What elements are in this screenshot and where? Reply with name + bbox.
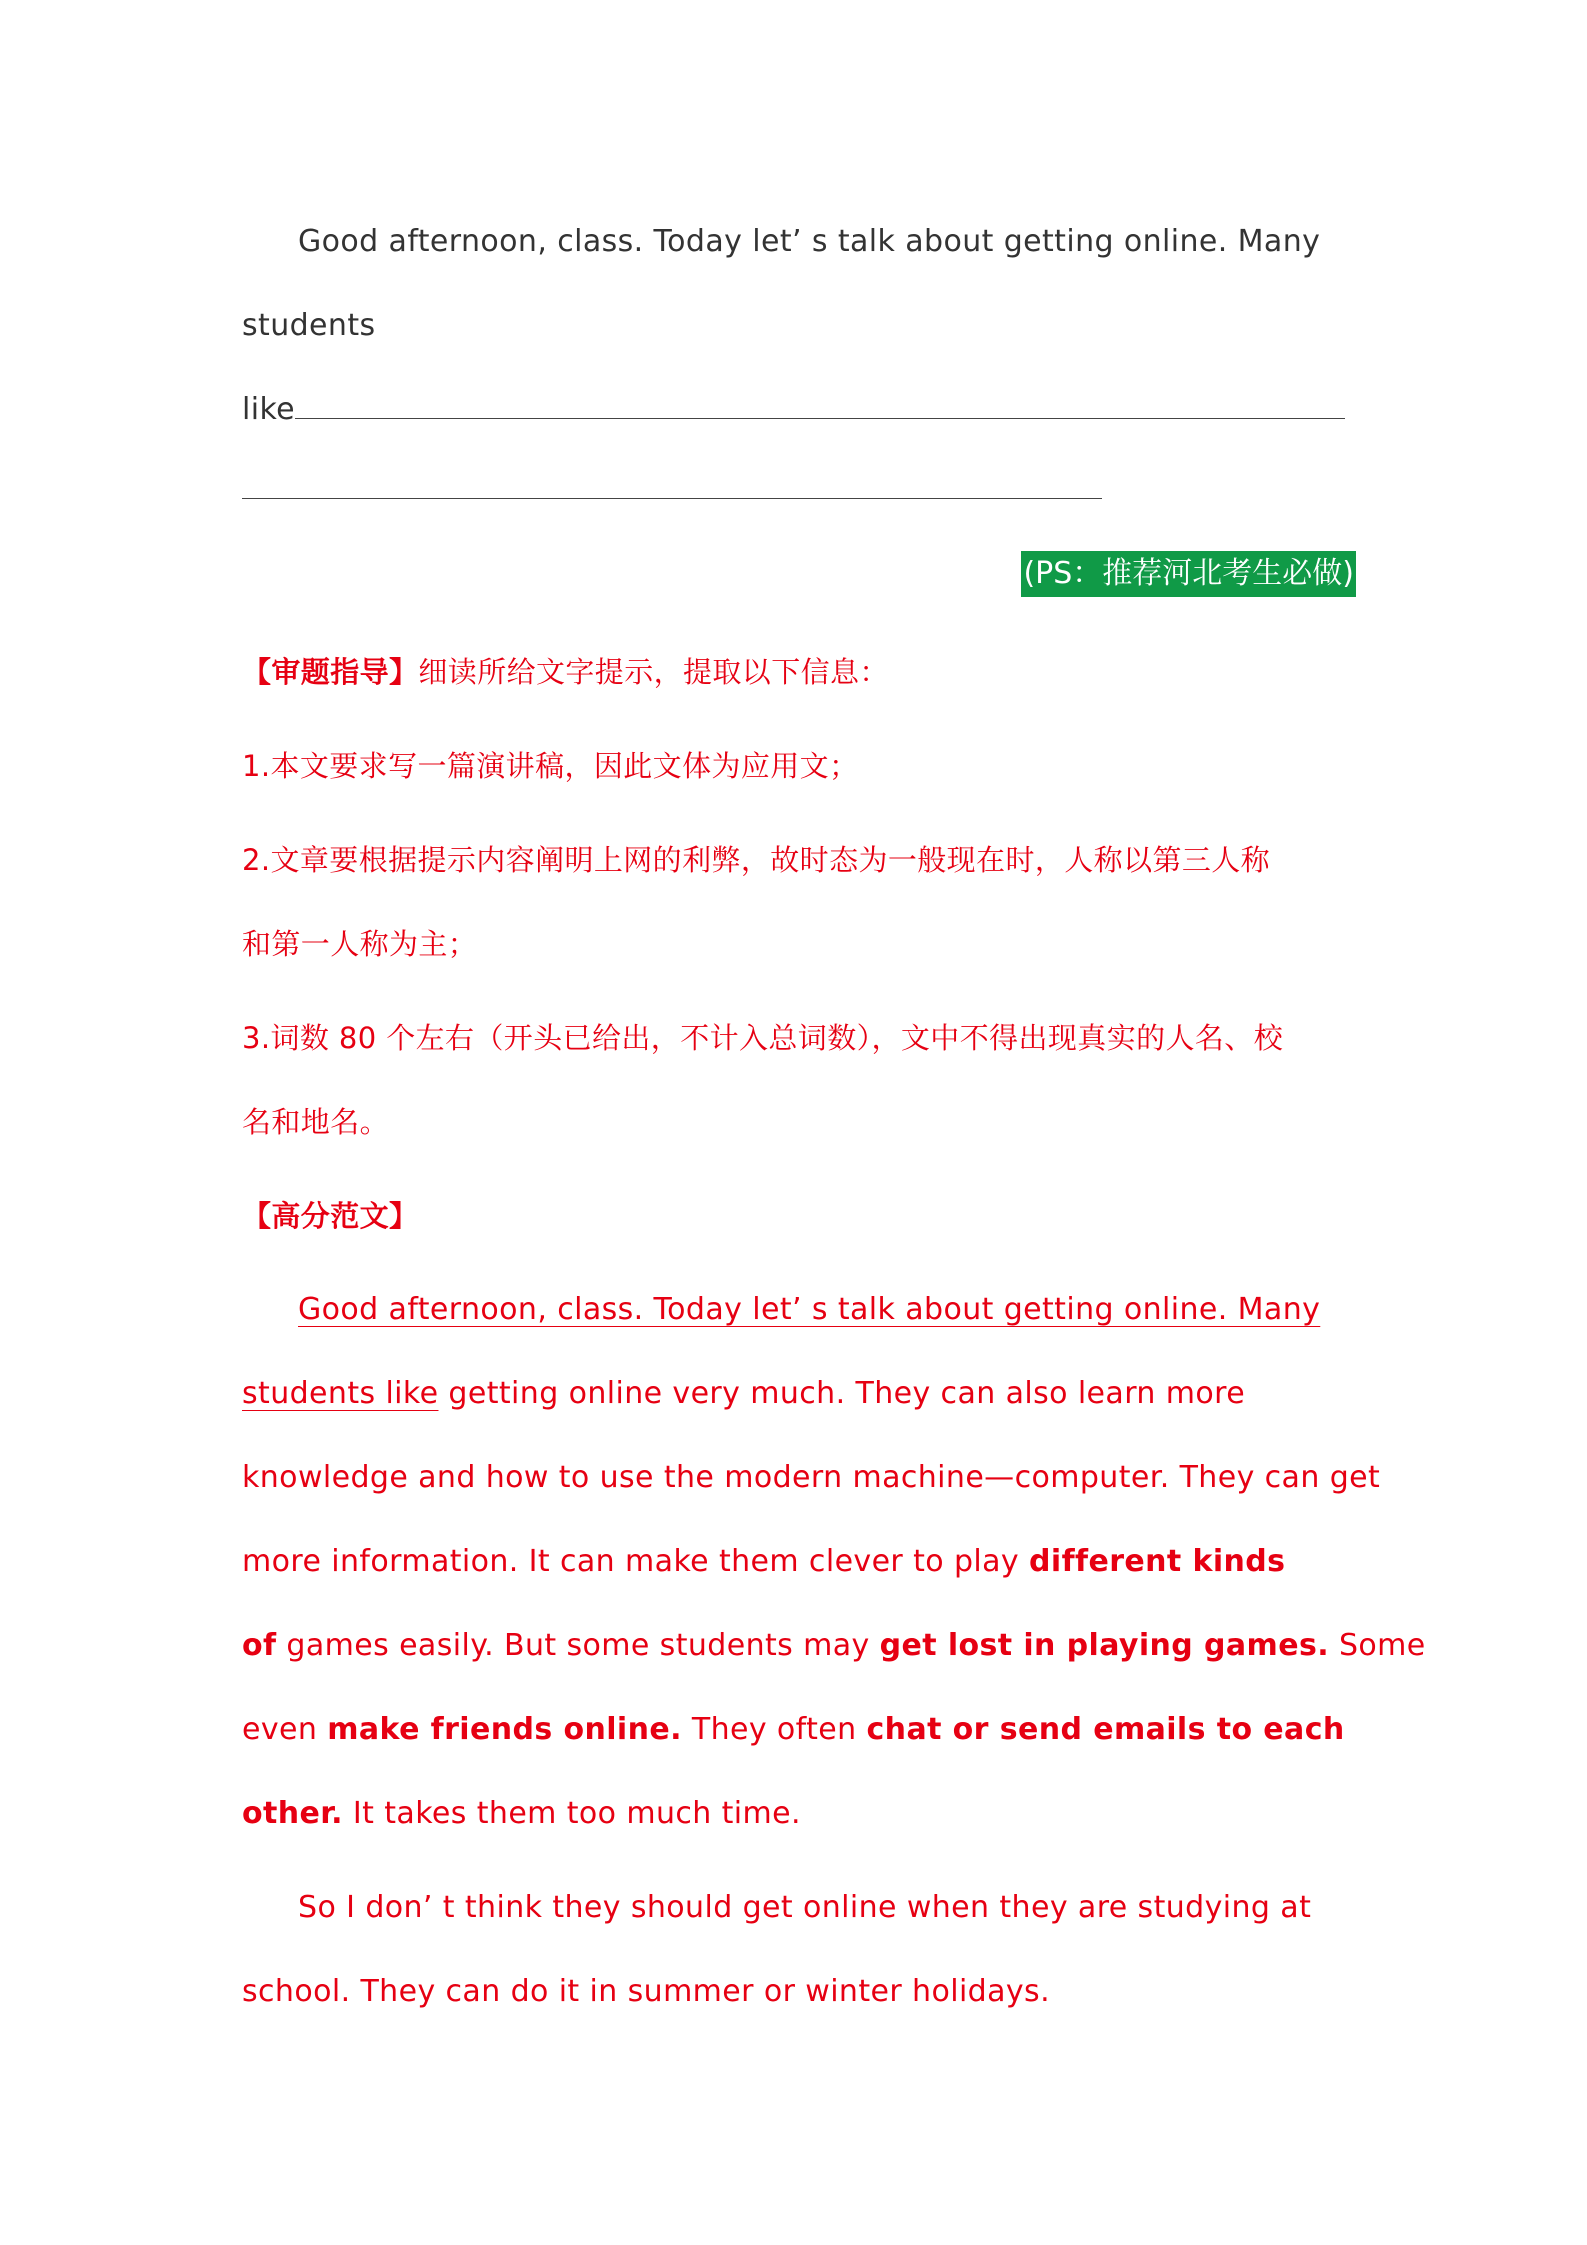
sample-text-underlined: Good afternoon, class. Today let’ s talk about getting online. Many (298, 1292, 1321, 1327)
sample-text: getting online very much. They can also learn more (438, 1376, 1246, 1411)
ps-row (242, 536, 1354, 620)
guide-item-text: 名和地名。 (242, 1105, 390, 1139)
prompt-line-4 (242, 452, 1354, 528)
sample-heading: 【高分范文】 (242, 1199, 419, 1233)
sample-p1-line-4 (242, 1520, 1354, 1604)
prompt-line-1 (242, 200, 1354, 284)
sample-text-underlined: students like (242, 1376, 439, 1411)
sample-p2-line-1 (242, 1866, 1354, 1950)
prompt-text: students (242, 308, 376, 343)
ps-note-badge: (PS：推荐河北考生必做) (1021, 551, 1356, 597)
sample-text: So I don’ t think they should get online when they are studying at (298, 1890, 1312, 1925)
guide-item-text: 2.文章要根据提示内容阐明上网的利弊，故时态为一般现在时，人称以第三人称 (242, 843, 1271, 877)
sample-bold-phrase: different kinds (1029, 1544, 1286, 1579)
guide-item-text: 1.本文要求写一篇演讲稿，因此文体为应用文； (242, 749, 859, 783)
sample-text: Some (1329, 1628, 1426, 1663)
answer-blank (242, 468, 1102, 499)
guide-item-3-line-2 (242, 1080, 1354, 1164)
sample-bold-phrase: other. (242, 1796, 343, 1831)
sample-p1-line-5 (242, 1604, 1426, 1688)
sample-text: more information. It can make them clever to play (242, 1544, 1030, 1579)
guide-heading: 【审题指导】 (242, 655, 419, 689)
guide-item-2-line-1 (242, 818, 1354, 902)
sample-p1-line-3 (242, 1436, 1381, 1520)
sample-bold-phrase: of (242, 1628, 277, 1663)
guide-heading-line (242, 630, 1354, 714)
sample-text: It takes them too much time. (342, 1796, 801, 1831)
prompt-text: like (242, 392, 296, 427)
sample-bold-phrase: make friends online. (327, 1712, 682, 1747)
guide-item-2-line-2 (242, 902, 1354, 986)
sample-p1-line-2 (242, 1352, 1354, 1436)
sample-text: games easily. But some students may (276, 1628, 880, 1663)
document-page (242, 200, 1426, 2034)
sample-p1-line-1 (242, 1268, 1354, 1352)
sample-text: even (242, 1712, 328, 1747)
guide-intro: 细读所给文字提示，提取以下信息： (418, 655, 889, 689)
sample-p2-line-2 (242, 1950, 1354, 2034)
prompt-text: Good afternoon, class. Today let’ s talk about getting online. Many (298, 224, 1321, 259)
guide-item-3-line-1 (242, 996, 1354, 1080)
sample-text: They often (681, 1712, 867, 1747)
sample-text: school. They can do it in summer or winter holidays. (242, 1974, 1051, 2009)
sample-bold-phrase: get lost in playing games. (879, 1628, 1330, 1663)
answer-blank (295, 388, 1345, 419)
guide-item-text: 和第一人称为主； (242, 927, 478, 961)
sample-p1-line-6 (242, 1688, 1354, 1772)
guide-item-1 (242, 724, 1354, 808)
prompt-line-3 (242, 368, 1354, 452)
guide-item-text: 3.词数 80 个左右（开头已给出，不计入总词数），文中不得出现真实的人名、校 (242, 1021, 1284, 1055)
sample-p1-line-7 (242, 1772, 1354, 1856)
sample-text: knowledge and how to use the modern machine—computer. They can get (242, 1460, 1381, 1495)
sample-bold-phrase: chat or send emails to each (866, 1712, 1345, 1747)
sample-heading-line (242, 1174, 1354, 1258)
prompt-line-2 (242, 284, 1354, 368)
